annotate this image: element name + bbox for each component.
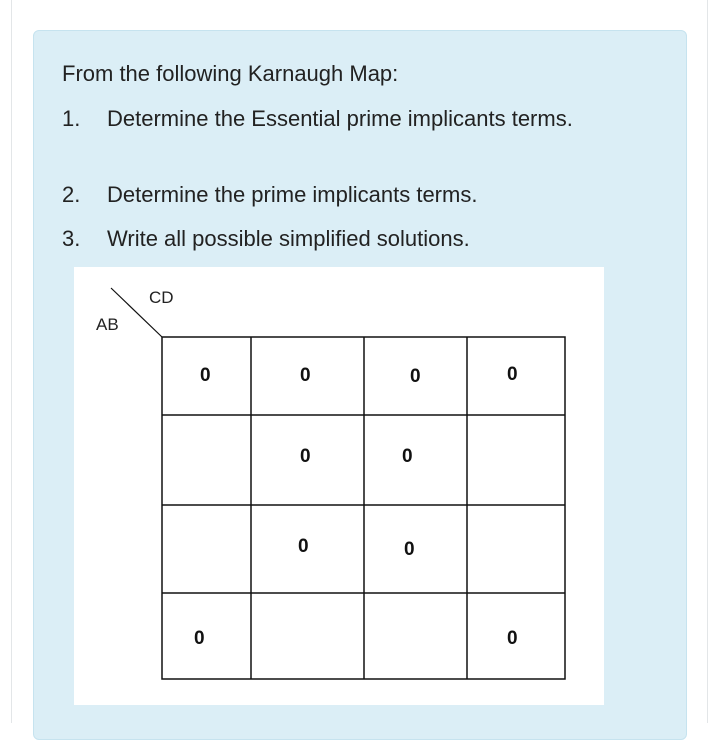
row-variable-label: AB xyxy=(96,315,119,334)
item-text: Write all possible simplified solutions. xyxy=(107,226,470,251)
kmap-cell-r2-c1: 0 xyxy=(298,536,309,557)
karnaugh-map-figure xyxy=(74,267,604,705)
kmap-cell-r1-c1: 0 xyxy=(300,446,311,467)
item-number: 2. xyxy=(62,182,81,207)
question-intro: From the following Karnaugh Map: xyxy=(62,61,399,86)
kmap-cell-r0-c2: 0 xyxy=(410,366,421,387)
karnaugh-map xyxy=(74,267,604,705)
item-text: Determine the Essential prime implicants terms. xyxy=(107,106,573,131)
kmap-cell-r3-c0: 0 xyxy=(194,628,205,649)
item-number: 3. xyxy=(62,226,81,251)
item-text: Determine the prime implicants terms. xyxy=(107,182,478,207)
kmap-cell-r0-c1: 0 xyxy=(300,365,311,386)
kmap-cell-r0-c3: 0 xyxy=(507,364,518,385)
question-item-2 xyxy=(62,179,582,211)
question-item-3 xyxy=(62,223,582,255)
kmap-cell-r1-c2: 0 xyxy=(402,446,413,467)
kmap-cell-r2-c2: 0 xyxy=(404,539,415,560)
kmap-cell-r0-c0: 0 xyxy=(200,365,211,386)
item-number: 1. xyxy=(62,106,81,131)
question-item-1 xyxy=(62,103,582,135)
kmap-cell-r3-c3: 0 xyxy=(507,628,518,649)
column-variable-label: CD xyxy=(149,288,174,307)
